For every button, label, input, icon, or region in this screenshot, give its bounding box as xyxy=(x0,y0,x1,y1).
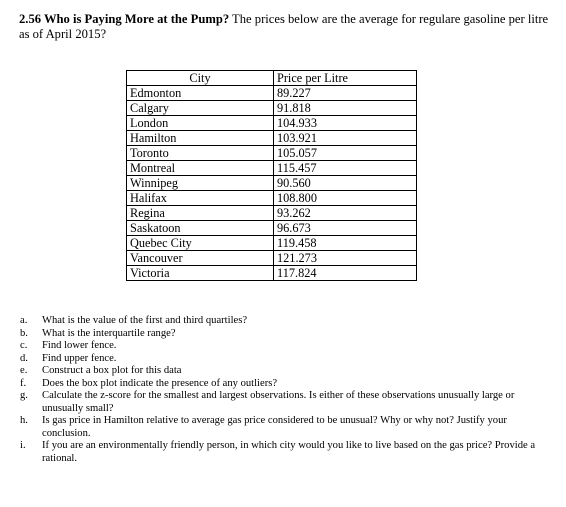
header-city: City xyxy=(127,71,274,86)
city-cell: Quebec City xyxy=(127,236,274,251)
price-cell: 121.273 xyxy=(274,251,417,266)
question-letter: g. xyxy=(20,390,28,401)
table-row xyxy=(127,236,417,251)
question-letter: b. xyxy=(20,327,28,339)
price-cell: 119.458 xyxy=(274,236,417,251)
price-cell: 96.673 xyxy=(274,221,417,236)
price-cell: 117.824 xyxy=(274,266,417,281)
list-item xyxy=(18,365,538,378)
question-text: Calculate the z-score for the smallest and largest observations. Is either of these observations unusually large or unusually small? xyxy=(42,390,515,414)
price-cell: 89.227 xyxy=(274,86,417,101)
question-list xyxy=(18,315,538,465)
table-header-row xyxy=(127,71,417,86)
question-letter: h. xyxy=(20,415,28,426)
city-cell: Regina xyxy=(127,206,274,221)
table-row xyxy=(127,86,417,101)
header-price: Price per Litre xyxy=(274,71,417,86)
table-row xyxy=(127,191,417,206)
city-cell: Winnipeg xyxy=(127,176,274,191)
table-row xyxy=(127,206,417,221)
table-row xyxy=(127,101,417,116)
list-item xyxy=(18,415,538,440)
question-text: Find lower fence. xyxy=(42,340,117,351)
city-cell: Montreal xyxy=(127,161,274,176)
city-cell: Saskatoon xyxy=(127,221,274,236)
list-item xyxy=(18,328,538,341)
list-item xyxy=(18,340,538,353)
question-text: Construct a box plot for this data xyxy=(42,365,182,376)
city-cell: London xyxy=(127,116,274,131)
question-text: If you are an environmentally friendly person, in which city would you like to live based on the gas price? Provide a rational. xyxy=(42,440,536,464)
question-text: Is gas price in Hamilton relative to average gas price considered to be unusual? Why or why not? Justify your conclusion. xyxy=(42,415,507,439)
problem-intro: The prices below are the average for regulare gasoline per litre as of April 2015? xyxy=(19,12,549,41)
question-letter: c. xyxy=(20,340,28,351)
table-row xyxy=(127,131,417,146)
problem-header xyxy=(19,12,549,42)
list-item xyxy=(18,315,538,328)
price-cell: 93.262 xyxy=(274,206,417,221)
price-cell: 105.057 xyxy=(274,146,417,161)
table-row xyxy=(127,221,417,236)
city-cell: Calgary xyxy=(127,101,274,116)
list-item xyxy=(18,440,538,465)
gas-price-table xyxy=(126,70,417,281)
price-cell: 115.457 xyxy=(274,161,417,176)
question-text: What is the interquartile range? xyxy=(42,327,176,339)
question-letter: f. xyxy=(20,377,27,389)
table-row xyxy=(127,176,417,191)
question-text: Find upper fence. xyxy=(42,352,117,364)
question-text: Does the box plot indicate the presence of any outliers? xyxy=(42,377,278,389)
question-letter: a. xyxy=(20,315,28,326)
city-cell: Halifax xyxy=(127,191,274,206)
table-row xyxy=(127,266,417,281)
table-row xyxy=(127,161,417,176)
city-cell: Vancouver xyxy=(127,251,274,266)
price-cell: 104.933 xyxy=(274,116,417,131)
city-cell: Hamilton xyxy=(127,131,274,146)
table-row xyxy=(127,116,417,131)
question-letter: d. xyxy=(20,352,28,364)
list-item xyxy=(18,353,538,366)
table-row xyxy=(127,251,417,266)
question-text: What is the value of the first and third quartiles? xyxy=(42,315,248,326)
price-cell: 91.818 xyxy=(274,101,417,116)
city-cell: Edmonton xyxy=(127,86,274,101)
price-cell: 90.560 xyxy=(274,176,417,191)
question-letter: i. xyxy=(20,440,26,451)
price-cell: 103.921 xyxy=(274,131,417,146)
city-cell: Toronto xyxy=(127,146,274,161)
price-cell: 108.800 xyxy=(274,191,417,206)
table-row xyxy=(127,146,417,161)
city-cell: Victoria xyxy=(127,266,274,281)
question-letter: e. xyxy=(20,365,28,376)
problem-title: 2.56 Who is Paying More at the Pump? xyxy=(19,12,230,26)
list-item xyxy=(18,390,538,415)
list-item xyxy=(18,378,538,391)
